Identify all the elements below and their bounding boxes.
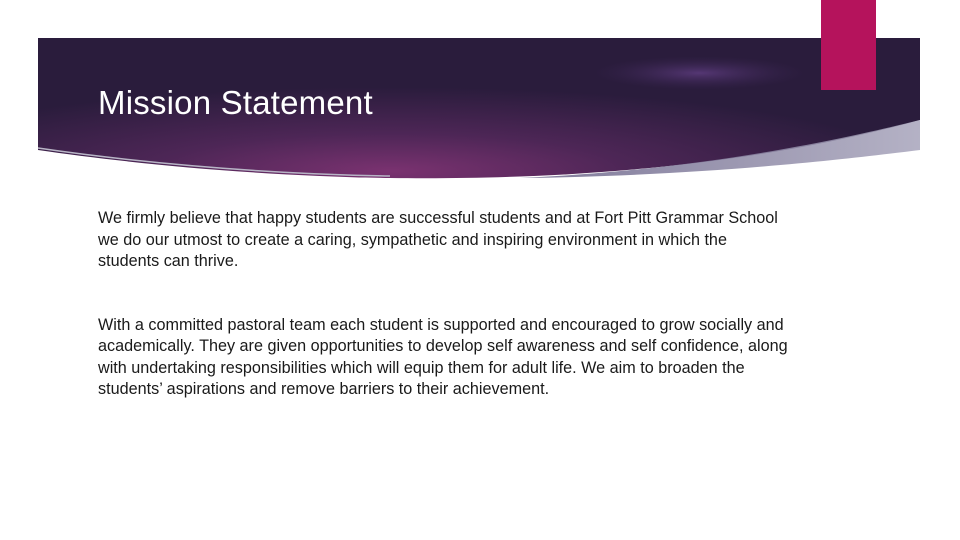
paragraph-1: We firmly believe that happy students are successful students and at Fort Pitt Grammar School we do our utmost to create a caring, sympathetic and inspiring environment in which the students can thrive. [98,209,778,270]
paragraph-2: With a committed pastoral team each student is supported and encouraged to grow socially and academically. They are given opportunities to develop self awareness and self confidence, along with undertaking responsibilities which will equip them for adult life. We aim to broaden the students’ aspirations and remove barriers to their achievement. [98,315,788,398]
slide-title: Mission Statement [98,84,373,121]
accent-tab [821,0,876,90]
slide-body [98,208,788,401]
